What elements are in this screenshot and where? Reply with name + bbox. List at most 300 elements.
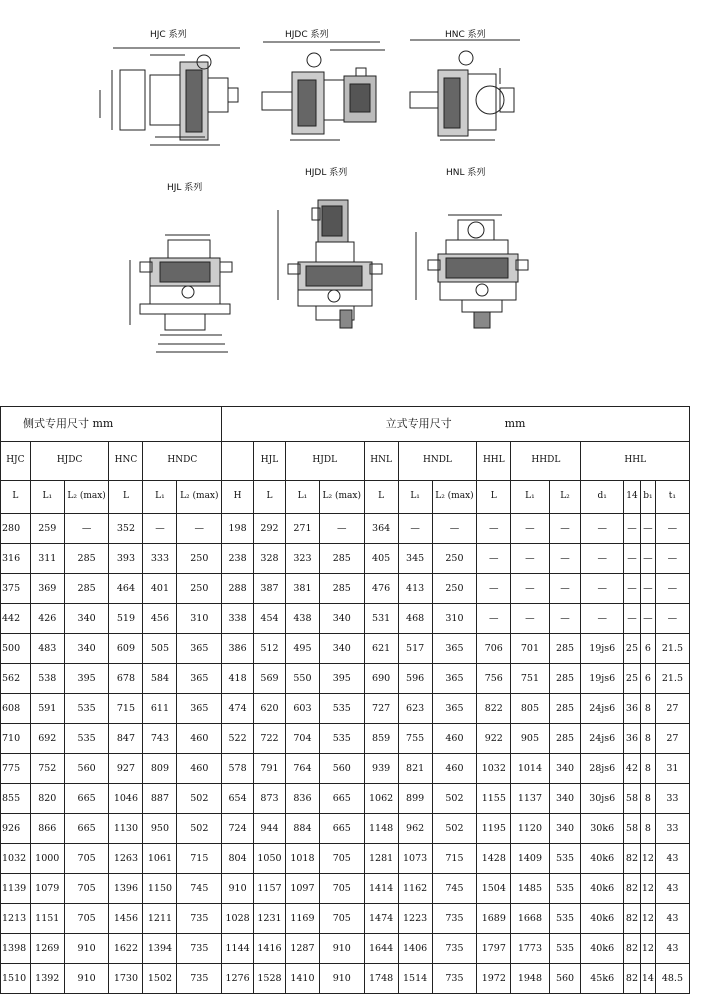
- table-cell: 608: [1, 694, 31, 724]
- table-cell: 375: [1, 574, 31, 604]
- table-cell: 1223: [398, 904, 432, 934]
- table-cell: 1144: [222, 934, 254, 964]
- table-cell: 1502: [143, 964, 177, 994]
- table-cell: 19js6: [581, 634, 624, 664]
- hjdl-drawing: [278, 200, 382, 328]
- sub-header-row: [1, 481, 690, 514]
- table-cell: 6: [640, 664, 655, 694]
- table-cell: 36: [623, 694, 640, 724]
- table-cell: 535: [549, 904, 581, 934]
- table-cell: 14: [640, 964, 655, 994]
- table-cell: 505: [143, 634, 177, 664]
- table-cell: 1032: [477, 754, 511, 784]
- table-cell: 82: [623, 964, 640, 994]
- table-cell: —: [511, 574, 549, 604]
- table-cell: 791: [254, 754, 286, 784]
- table-cell: 365: [432, 694, 477, 724]
- table-cell: 250: [432, 544, 477, 574]
- table-cell: 311: [30, 544, 64, 574]
- table-cell: —: [511, 514, 549, 544]
- table-cell: 665: [64, 814, 109, 844]
- table-cell: 1148: [364, 814, 398, 844]
- table-cell: 654: [222, 784, 254, 814]
- table-cell: 887: [143, 784, 177, 814]
- hnl-drawing: [416, 215, 528, 328]
- table-cell: 1130: [109, 814, 143, 844]
- table-cell: 727: [364, 694, 398, 724]
- table-cell: 1097: [285, 874, 319, 904]
- table-cell: 1748: [364, 964, 398, 994]
- table-cell: —: [581, 514, 624, 544]
- table-cell: 495: [285, 634, 319, 664]
- table-cell: 333: [143, 544, 177, 574]
- table-cell: 1281: [364, 844, 398, 874]
- table-cell: 705: [319, 874, 364, 904]
- table-cell: 1276: [222, 964, 254, 994]
- table-cell: 1485: [511, 874, 549, 904]
- table-cell: 1730: [109, 964, 143, 994]
- table-cell: 285: [319, 544, 364, 574]
- table-cell: 364: [364, 514, 398, 544]
- table-cell: 855: [1, 784, 31, 814]
- table-cell: 752: [30, 754, 64, 784]
- table-cell: 464: [109, 574, 143, 604]
- table-cell: 1504: [477, 874, 511, 904]
- column-header: L₂ (max): [177, 481, 222, 514]
- table-cell: 483: [30, 634, 64, 664]
- table-cell: —: [581, 574, 624, 604]
- table-cell: 804: [222, 844, 254, 874]
- table-cell: 1392: [30, 964, 64, 994]
- table-cell: 1137: [511, 784, 549, 814]
- table-cell: 755: [398, 724, 432, 754]
- table-row: [1, 724, 690, 754]
- table-row: [1, 604, 690, 634]
- table-cell: 745: [432, 874, 477, 904]
- table-cell: 745: [177, 874, 222, 904]
- table-cell: 756: [477, 664, 511, 694]
- table-cell: 271: [285, 514, 319, 544]
- table-cell: 715: [109, 694, 143, 724]
- table-cell: 665: [319, 784, 364, 814]
- table-cell: 8: [640, 754, 655, 784]
- table-cell: 538: [30, 664, 64, 694]
- table-cell: 873: [254, 784, 286, 814]
- table-cell: 476: [364, 574, 398, 604]
- table-cell: 522: [222, 724, 254, 754]
- table-cell: 1046: [109, 784, 143, 814]
- table-cell: 250: [432, 574, 477, 604]
- table-cell: 1263: [109, 844, 143, 874]
- group-header: HNL: [364, 442, 398, 481]
- table-cell: 418: [222, 664, 254, 694]
- table-cell: 735: [432, 964, 477, 994]
- table-row: [1, 664, 690, 694]
- table-cell: 310: [177, 604, 222, 634]
- table-cell: 40k6: [581, 844, 624, 874]
- table-cell: —: [549, 604, 581, 634]
- table-cell: 1409: [511, 844, 549, 874]
- table-cell: 1000: [30, 844, 64, 874]
- table-cell: 910: [319, 934, 364, 964]
- table-cell: 950: [143, 814, 177, 844]
- table-cell: —: [623, 514, 640, 544]
- column-header: d₁: [581, 481, 624, 514]
- table-cell: 910: [64, 934, 109, 964]
- table-cell: 502: [177, 784, 222, 814]
- table-cell: 1018: [285, 844, 319, 874]
- table-cell: 939: [364, 754, 398, 784]
- table-cell: 30js6: [581, 784, 624, 814]
- drawing-label-hjl: HJL 系列: [167, 183, 203, 193]
- table-cell: 6: [640, 634, 655, 664]
- table-cell: 386: [222, 634, 254, 664]
- column-header: L₂ (max): [64, 481, 109, 514]
- table-cell: 12: [640, 844, 655, 874]
- table-cell: 1398: [1, 934, 31, 964]
- table-cell: 1948: [511, 964, 549, 994]
- table-cell: 591: [30, 694, 64, 724]
- table-cell: 395: [64, 664, 109, 694]
- column-header: L: [1, 481, 31, 514]
- table-cell: —: [177, 514, 222, 544]
- table-row: [1, 784, 690, 814]
- table-cell: —: [581, 544, 624, 574]
- table-cell: 45k6: [581, 964, 624, 994]
- table-cell: 365: [432, 664, 477, 694]
- table-cell: 21.5: [655, 664, 689, 694]
- table-cell: 43: [655, 844, 689, 874]
- table-cell: 285: [64, 574, 109, 604]
- table-cell: 285: [319, 574, 364, 604]
- table-cell: 805: [511, 694, 549, 724]
- drawing-label-hjdl: HJDL 系列: [305, 168, 348, 178]
- table-cell: 560: [64, 754, 109, 784]
- table-cell: 665: [64, 784, 109, 814]
- group-header-row: [1, 442, 690, 481]
- group-header: HNDL: [398, 442, 477, 481]
- table-cell: —: [640, 574, 655, 604]
- table-cell: 962: [398, 814, 432, 844]
- column-header: L: [109, 481, 143, 514]
- table-cell: 1269: [30, 934, 64, 964]
- column-header: L₁: [143, 481, 177, 514]
- table-cell: 710: [1, 724, 31, 754]
- table-cell: 569: [254, 664, 286, 694]
- table-cell: 584: [143, 664, 177, 694]
- table-cell: —: [655, 604, 689, 634]
- table-cell: —: [640, 514, 655, 544]
- table-cell: 198: [222, 514, 254, 544]
- table-cell: 1150: [143, 874, 177, 904]
- table-cell: 1287: [285, 934, 319, 964]
- table-cell: 847: [109, 724, 143, 754]
- group-header: HJC: [1, 442, 31, 481]
- table-cell: 621: [364, 634, 398, 664]
- table-cell: 454: [254, 604, 286, 634]
- table-cell: 1773: [511, 934, 549, 964]
- column-header: L₂ (max): [432, 481, 477, 514]
- table-cell: 288: [222, 574, 254, 604]
- table-cell: 866: [30, 814, 64, 844]
- table-cell: 535: [319, 694, 364, 724]
- vertical-mount-title-cell: [222, 407, 690, 442]
- table-cell: 24js6: [581, 694, 624, 724]
- table-row: [1, 694, 690, 724]
- table-cell: 460: [432, 724, 477, 754]
- table-cell: 1079: [30, 874, 64, 904]
- table-cell: 611: [143, 694, 177, 724]
- table-cell: —: [623, 574, 640, 604]
- table-cell: 323: [285, 544, 319, 574]
- table-cell: —: [640, 544, 655, 574]
- table-cell: —: [319, 514, 364, 544]
- table-cell: 259: [30, 514, 64, 544]
- table-cell: 550: [285, 664, 319, 694]
- table-cell: 250: [177, 574, 222, 604]
- table-cell: 1396: [109, 874, 143, 904]
- table-cell: —: [549, 514, 581, 544]
- table-cell: 705: [319, 904, 364, 934]
- table-cell: 468: [398, 604, 432, 634]
- table-cell: —: [477, 604, 511, 634]
- table-cell: 535: [549, 844, 581, 874]
- table-cell: 27: [655, 724, 689, 754]
- table-row: [1, 514, 690, 544]
- table-cell: —: [549, 574, 581, 604]
- table-cell: 1514: [398, 964, 432, 994]
- table-cell: 535: [64, 724, 109, 754]
- column-header: 14: [623, 481, 640, 514]
- table-cell: 500: [1, 634, 31, 664]
- table-cell: 706: [477, 634, 511, 664]
- table-cell: 474: [222, 694, 254, 724]
- table-cell: 33: [655, 784, 689, 814]
- column-header: L₂: [549, 481, 581, 514]
- table-cell: 460: [177, 754, 222, 784]
- table-cell: 1644: [364, 934, 398, 964]
- table-cell: 30k6: [581, 814, 624, 844]
- table-cell: —: [477, 544, 511, 574]
- table-cell: 1416: [254, 934, 286, 964]
- table-cell: 340: [64, 634, 109, 664]
- table-cell: 381: [285, 574, 319, 604]
- table-cell: 328: [254, 544, 286, 574]
- table-cell: 21.5: [655, 634, 689, 664]
- table-cell: 340: [549, 784, 581, 814]
- hjc-drawing: [100, 48, 240, 145]
- table-cell: 623: [398, 694, 432, 724]
- table-cell: 8: [640, 694, 655, 724]
- table-cell: 285: [549, 724, 581, 754]
- column-header: L₂ (max): [319, 481, 364, 514]
- table-cell: 365: [432, 634, 477, 664]
- drawing-label-hnc: HNC 系列: [445, 30, 486, 40]
- table-cell: 1414: [364, 874, 398, 904]
- table-cell: 1014: [511, 754, 549, 784]
- table-row: [1, 904, 690, 934]
- table-cell: 596: [398, 664, 432, 694]
- table-cell: 692: [30, 724, 64, 754]
- table-cell: 705: [319, 844, 364, 874]
- table-cell: 43: [655, 904, 689, 934]
- table-cell: 560: [549, 964, 581, 994]
- table-cell: 1032: [1, 844, 31, 874]
- table-cell: 395: [319, 664, 364, 694]
- table-cell: 43: [655, 874, 689, 904]
- table-cell: 665: [319, 814, 364, 844]
- table-cell: 1050: [254, 844, 286, 874]
- table-cell: 365: [177, 664, 222, 694]
- table-cell: 715: [432, 844, 477, 874]
- table-cell: 926: [1, 814, 31, 844]
- table-cell: 1797: [477, 934, 511, 964]
- group-header: HHL: [477, 442, 511, 481]
- table-cell: 40k6: [581, 934, 624, 964]
- table-cell: 899: [398, 784, 432, 814]
- table-cell: 1510: [1, 964, 31, 994]
- drawings-area: [0, 0, 707, 400]
- table-cell: 620: [254, 694, 286, 724]
- group-header: HHL: [581, 442, 690, 481]
- table-cell: —: [549, 544, 581, 574]
- table-row: [1, 634, 690, 664]
- table-cell: —: [477, 514, 511, 544]
- table-cell: 340: [319, 634, 364, 664]
- table-cell: 704: [285, 724, 319, 754]
- table-cell: 28js6: [581, 754, 624, 784]
- table-row: [1, 574, 690, 604]
- table-cell: —: [655, 544, 689, 574]
- table-cell: 1211: [143, 904, 177, 934]
- table-cell: 8: [640, 724, 655, 754]
- table-cell: 502: [432, 814, 477, 844]
- table-cell: 456: [143, 604, 177, 634]
- table-cell: 250: [177, 544, 222, 574]
- table-cell: —: [143, 514, 177, 544]
- table-cell: 603: [285, 694, 319, 724]
- table-cell: 387: [254, 574, 286, 604]
- table-cell: 285: [549, 664, 581, 694]
- column-header: L: [254, 481, 286, 514]
- table-cell: 1972: [477, 964, 511, 994]
- table-cell: 724: [222, 814, 254, 844]
- table-cell: —: [581, 604, 624, 634]
- table-cell: 735: [432, 904, 477, 934]
- table-cell: 743: [143, 724, 177, 754]
- table-cell: 340: [319, 604, 364, 634]
- table-cell: —: [655, 574, 689, 604]
- table-cell: 340: [64, 604, 109, 634]
- table-cell: 405: [364, 544, 398, 574]
- table-cell: 438: [285, 604, 319, 634]
- table-cell: 460: [177, 724, 222, 754]
- group-header: HJDC: [30, 442, 109, 481]
- table-cell: —: [477, 574, 511, 604]
- section-header-row: [1, 407, 690, 442]
- hjdc-drawing: [262, 42, 385, 140]
- table-cell: 27: [655, 694, 689, 724]
- table-cell: 836: [285, 784, 319, 814]
- table-cell: 369: [30, 574, 64, 604]
- table-cell: 927: [109, 754, 143, 784]
- drawing-label-hnl: HNL 系列: [446, 168, 486, 178]
- group-header: HJDL: [285, 442, 364, 481]
- table-cell: 426: [30, 604, 64, 634]
- table-row: [1, 964, 690, 994]
- table-cell: 922: [477, 724, 511, 754]
- table-cell: 1410: [285, 964, 319, 994]
- column-header: L₁: [511, 481, 549, 514]
- table-cell: 715: [177, 844, 222, 874]
- table-cell: —: [64, 514, 109, 544]
- table-cell: 365: [177, 694, 222, 724]
- table-cell: 12: [640, 934, 655, 964]
- column-header: L: [364, 481, 398, 514]
- table-cell: 1169: [285, 904, 319, 934]
- table-cell: 562: [1, 664, 31, 694]
- table-cell: 1622: [109, 934, 143, 964]
- table-cell: 12: [640, 874, 655, 904]
- table-cell: 910: [64, 964, 109, 994]
- table-cell: 48.5: [655, 964, 689, 994]
- table-cell: 82: [623, 844, 640, 874]
- table-cell: 560: [319, 754, 364, 784]
- table-cell: 821: [398, 754, 432, 784]
- table-cell: 42: [623, 754, 640, 784]
- side-mount-title: 侧式专用尺寸 mm: [1, 407, 222, 442]
- table-cell: 1028: [222, 904, 254, 934]
- table-cell: 751: [511, 664, 549, 694]
- table-cell: 910: [222, 874, 254, 904]
- table-cell: 1061: [143, 844, 177, 874]
- table-cell: 1456: [109, 904, 143, 934]
- table-cell: 502: [177, 814, 222, 844]
- table-cell: 678: [109, 664, 143, 694]
- table-cell: 764: [285, 754, 319, 784]
- column-header: t₁: [655, 481, 689, 514]
- table-cell: 705: [64, 874, 109, 904]
- table-cell: 285: [549, 694, 581, 724]
- table-cell: 460: [432, 754, 477, 784]
- table-cell: 393: [109, 544, 143, 574]
- column-header: L: [477, 481, 511, 514]
- table-cell: 316: [1, 544, 31, 574]
- table-cell: 535: [64, 694, 109, 724]
- group-header: [222, 442, 254, 481]
- table-cell: —: [432, 514, 477, 544]
- table-cell: 519: [109, 604, 143, 634]
- group-header: HJL: [254, 442, 286, 481]
- table-cell: 735: [177, 904, 222, 934]
- table-cell: 24js6: [581, 724, 624, 754]
- table-cell: 1428: [477, 844, 511, 874]
- table-cell: 1155: [477, 784, 511, 814]
- table-cell: 285: [64, 544, 109, 574]
- table-cell: 1668: [511, 904, 549, 934]
- table-cell: 25: [623, 634, 640, 664]
- table-cell: 701: [511, 634, 549, 664]
- table-cell: 512: [254, 634, 286, 664]
- table-cell: 280: [1, 514, 31, 544]
- table-cell: 944: [254, 814, 286, 844]
- table-cell: 822: [477, 694, 511, 724]
- table-cell: 338: [222, 604, 254, 634]
- table-cell: —: [511, 544, 549, 574]
- table-cell: —: [623, 544, 640, 574]
- table-cell: 82: [623, 934, 640, 964]
- table-cell: 809: [143, 754, 177, 784]
